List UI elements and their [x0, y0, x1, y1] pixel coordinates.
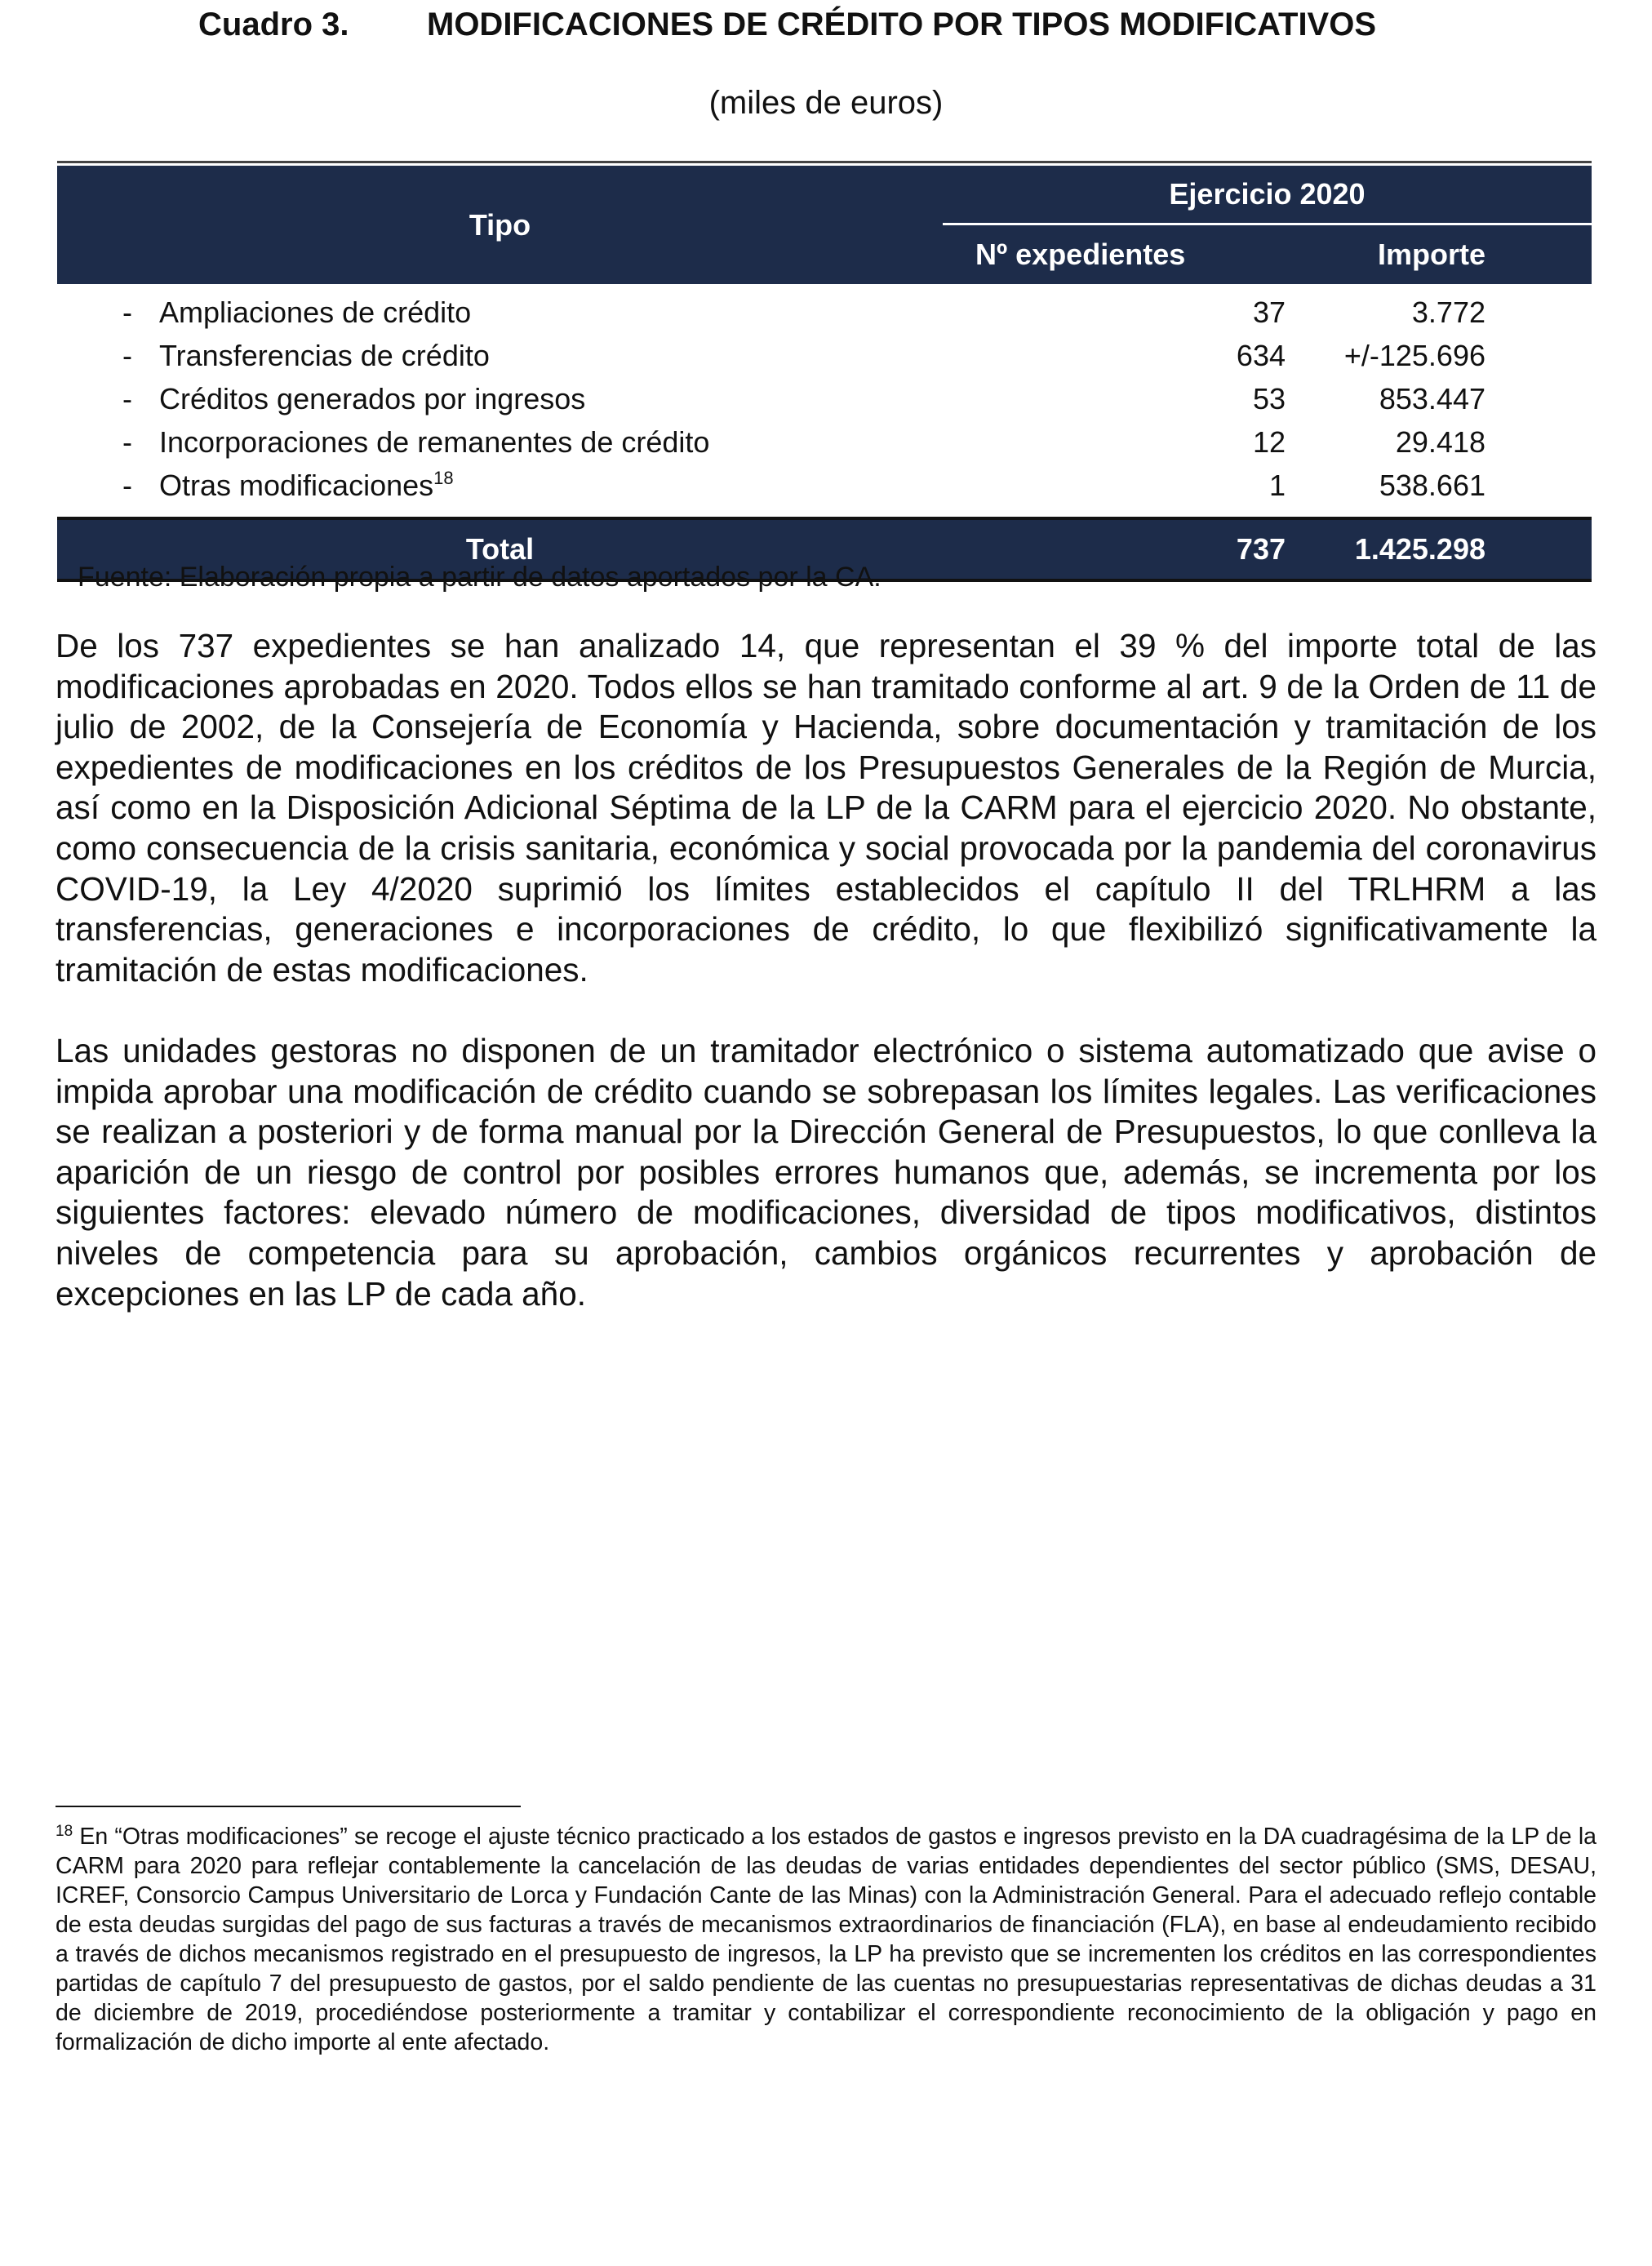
row-label: Transferencias de crédito: [159, 339, 490, 372]
body-paragraph-1: De los 737 expedientes se han analizado 14, que representan el 39 % del importe total de las modificaciones aprobadas en 2020. Todos ellos se han tramitado conforme al art. 9 de la Orden de 11 de julio de 2002, de la Consejería de Economía y Hacienda, sobre documentación y tramitación de los expedientes de modificaciones en los créditos de los Presupuestos Generales de la Región de Murcia, así como en la Disposición Adicional Séptima de la LP de la CARM para el ejercicio 2020. No obstante, como consecuencia de la crisis sanitaria, económica y social provocada por la pandemia del coronavirus COVID-19, la Ley 4/2020 suprimió los límites establecidos el capítulo II del TRLHRM a las transferencias, generaciones e incorporaciones de crédito, lo que flexibilizó significativamente la tramitación de estas modificaciones.: [56, 627, 1596, 989]
caption-units: (miles de euros): [708, 85, 944, 121]
row-expedientes: 1: [1268, 469, 1286, 502]
footnote-separator: [56, 1806, 521, 1807]
row-expedientes: 12: [1252, 425, 1286, 459]
table-row: - Ampliaciones de crédito 37 3.772: [57, 291, 1592, 334]
row-importe: +/-125.696: [1343, 339, 1485, 372]
body-paragraph-2: Las unidades gestoras no disponen de un tramitador electrónico o sistema automatizado que avise o impida aprobar una modificación de crédito cuando se sobrepasan los límites legales. Las verificaciones se realizan a posteriori y de forma manual por la Dirección General de Presupuestos, lo que conlleva la aparición de un riesgo de control por posibles errores humanos que, además, se incrementa por los siguientes factores: elevado número de modificaciones, diversidad de tipos modificativos, distintos niveles de competencia para su aprobación, cambios orgánicos recurrentes y aprobación de excepciones en las LP de cada año.: [56, 1032, 1596, 1313]
footnote-number: 18: [56, 1823, 73, 1840]
header-expedientes: Nº expedientes: [943, 224, 1318, 285]
header-ejercicio: Ejercicio 2020: [943, 166, 1592, 224]
table-row: - Transferencias de crédito 634 +/-125.696: [57, 334, 1592, 377]
row-expedientes: 53: [1252, 382, 1286, 415]
table-row: - Otras modificaciones$^{18}$ 1 538.661: [57, 464, 1592, 507]
header-row: [57, 166, 1592, 224]
total-expedientes: 737: [943, 518, 1318, 580]
modifications-table: [57, 166, 1592, 582]
row-expedientes: 37: [1252, 295, 1286, 329]
total-importe: 1.425.298: [1318, 518, 1592, 580]
table-row: - Créditos generados por ingresos 53 853.447: [57, 377, 1592, 420]
caption-title: MODIFICACIONES DE CRÉDITO POR TIPOS MODIFICATIVOS: [427, 7, 1377, 42]
table-top-rule: [57, 161, 1592, 163]
footnote: [56, 1822, 1596, 2057]
row-label: Créditos generados por ingresos: [159, 382, 586, 415]
footnote-ref: 18: [433, 468, 454, 488]
table-source: Fuente: Elaboración propia a partir de datos aportados por la CA.: [78, 562, 882, 593]
row-importe: 853.447: [1379, 382, 1485, 415]
row-expedientes: 634: [1236, 339, 1286, 372]
row-importe: 538.661: [1379, 469, 1485, 502]
footnote-text: En “Otras modificaciones” se recoge el ajuste técnico practicado a los estados de gastos e ingresos previsto en la DA cuadragésima de la LP de la CARM para 2020 para reflejar contablemente la cancelación de las deudas de varias entidades dependientes del sector público (SMS, DESAU, ICREF, Consorcio Campus Universitario de Lorca y Fundación Cante de las Minas) con la Administración General. Para el adecuado reflejo contable de esta deudas surgidas del pago de sus facturas a través de mecanismos extraordinarios de financiación (FLA), en base al endeudamiento recibido a través de dichos mecanismos registrado en el presupuesto de ingresos, la LP ha previsto que se incrementen los créditos en las correspondientes partidas de capítulo 7 del presupuesto de gastos, por el saldo pendiente de las cuentas no presupuestarias representativas de dichas deudas a 31 de diciembre de 2019, procediéndose posteriormente a tramitar y contabilizar el correspondiente reconocimiento de la obligación y pago en formalización de dicho importe al ente afectado.: [56, 1824, 1597, 2055]
total-label: Total: [57, 518, 943, 580]
row-importe: 29.418: [1395, 425, 1485, 459]
header-tipo: Tipo: [57, 166, 943, 284]
row-importe: 3.772: [1411, 295, 1485, 329]
caption-number: Cuadro 3.: [198, 7, 349, 42]
row-label: Ampliaciones de crédito: [159, 295, 472, 329]
row-label: Incorporaciones de remanentes de crédito: [159, 425, 710, 459]
table-row: - Incorporaciones de remanentes de crédito 12 29.418: [57, 420, 1592, 464]
row-label: Otras modificaciones: [159, 469, 434, 502]
header-importe: Importe: [1318, 224, 1592, 285]
